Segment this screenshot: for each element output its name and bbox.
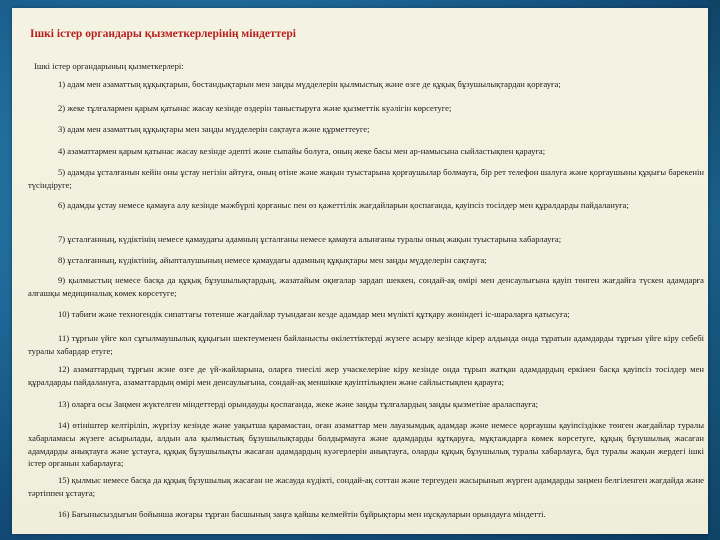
- list-item: 2) жеке тұлғалармен қарым қатынас жасау кезінде өздерін таныстыруға және қызметтік куәлігін көрсетуге;: [58, 103, 452, 113]
- list-item: 10) табиғи және техногендік сипаттағы төтенше жағдайлар туындаған кезде адамдар мен мүлікті құтқару жөніндегі іс-шараларға қатысуға;: [58, 309, 570, 319]
- list-item: 16) Бағынысыздығын бойынша жоғары тұрған басшының заңға қайшы келмейтін бұйрықтары мен нұсқауларын орындауға міндетті.: [58, 509, 546, 519]
- list-item: 1) адам мен азаматтың құқықтарын, бостандықтарын мен заңды мүдделерін қылмыстық және өзге де құқық бұзушылықтардан қорғауға;: [58, 79, 561, 89]
- list-item: 9) қылмыстың немесе басқа да құқық бұзушылықтардың, жазатайым оқиғалар зардап шеккен, сондай-ақ өмірі мен денсаулығына қауіп төнген жағдайға түскен адамдарға алғашқы медициналық көмек көрсетуге;: [28, 275, 704, 298]
- list-item: 13) оларға осы Заңмен жүктелген міндеттерді орындауды қоспағанда, жеке және заңды тұлғалардың заңды қызметіне араласпауға;: [58, 399, 539, 409]
- intro-text: Ішкі істер органдарының қызметкерлері:: [34, 61, 184, 71]
- page-title: Ішкі істер органдары қызметкерлерінің міндеттері: [30, 28, 297, 40]
- list-item: 5) адамды ұсталғанын кейін оны ұстау негізін айтуға, оның өтіне және жақын туыстарына қорғаушылар болмауға, бір рет телефон шалуға және қорғаушыны құқығы барекенін түсіндіруге;: [28, 167, 704, 190]
- slide-page: [12, 8, 708, 534]
- list-item: 15) қылмыс немесе басқа да құқық бұзушылық жасаған не жасауда күдікті, сондай-ақ соттан және тергеуден жасырынып жүрген адамдарды заңмен белгіленген жағдайда және тәртіппен ұстауға;: [28, 475, 704, 498]
- list-item: 11) тұрғын үйге кол сұғылмаушылық құқығын шектеуменен байланысты өкілеттіктерді жүзеге асыру кезінде кірер алдында онда тұратын адамдарды тұрғын үйге кіру себебі туралы хабардар етуге;: [28, 333, 704, 356]
- list-item: 6) адамды ұстау немесе қамауға алу кезінде мәжбүрлі қорғаныс пен өз қажеттілік жағдайларын қоспағанда, қауіпсіз тосілдер мен құралдарды пайдалануға;: [58, 200, 629, 210]
- list-item: 4) азаматтармен қарым қатынас жасау кезінде әдепті және сыпайы болуға, оның жеке басы мен ар-намысына сыйластықпен қарауға;: [58, 146, 546, 156]
- list-item: 12) азаматтардың тұрғын жэне өзге де үй-жайларына, оларға тиесілі жер учаскелеріне кіру кезінде онда тұрып жатқан адамдардың еркінен басқа қауіпсіз тосілдер мен құралдарды пайдалануға, азаматтардың өмірі мен денсаулығына, сондай-ақ меншікке қауіптілықпен және сайлыстықпен қарауға;: [28, 364, 704, 387]
- list-item: 14) өтініштер келтіріліп, жүргізу кезінде және уақытша қарамастан, оған азаматтар мен лауазымдық адамдар және немесе қорғаушы қауіпсіздікке төнген жағдайлар туралы хабарламасы жүзеге асырылады, алдын ала қылмыстық бұзушылықтарды болдырмауға және адамдарды құтқаруға, мұқтаждарға көмек көрсетуге, құқық бұзушылық жасаған адамдарды анықтауға және ұстауға, құқық бұзушылықты жасаған адамдардың куәгерлерін анықтауға, оларды құқық бұзушылық туралы хабарлауға, бұл туралы жақын жердегі ішкі істер органын хабарлауға;: [28, 420, 704, 469]
- list-item: 8) ұсталғанның, күдіктінің, айыпталушының немесе қамаудағы адамның құқықтары мен заңды мүдделерін сақтауға;: [58, 255, 487, 265]
- list-item: 7) ұсталғанның, күдіктінің немесе қамаудағы адамның ұсталғаны немесе қамауға алынғаны туралы оның жақын туыстарына хабарлауға;: [58, 234, 562, 244]
- right-edge-stripe: [708, 0, 720, 540]
- list-item: 3) адам мен азаматтың құқықтары мен заңды мүдделерін сақтауға және құрметтеуге;: [58, 124, 370, 134]
